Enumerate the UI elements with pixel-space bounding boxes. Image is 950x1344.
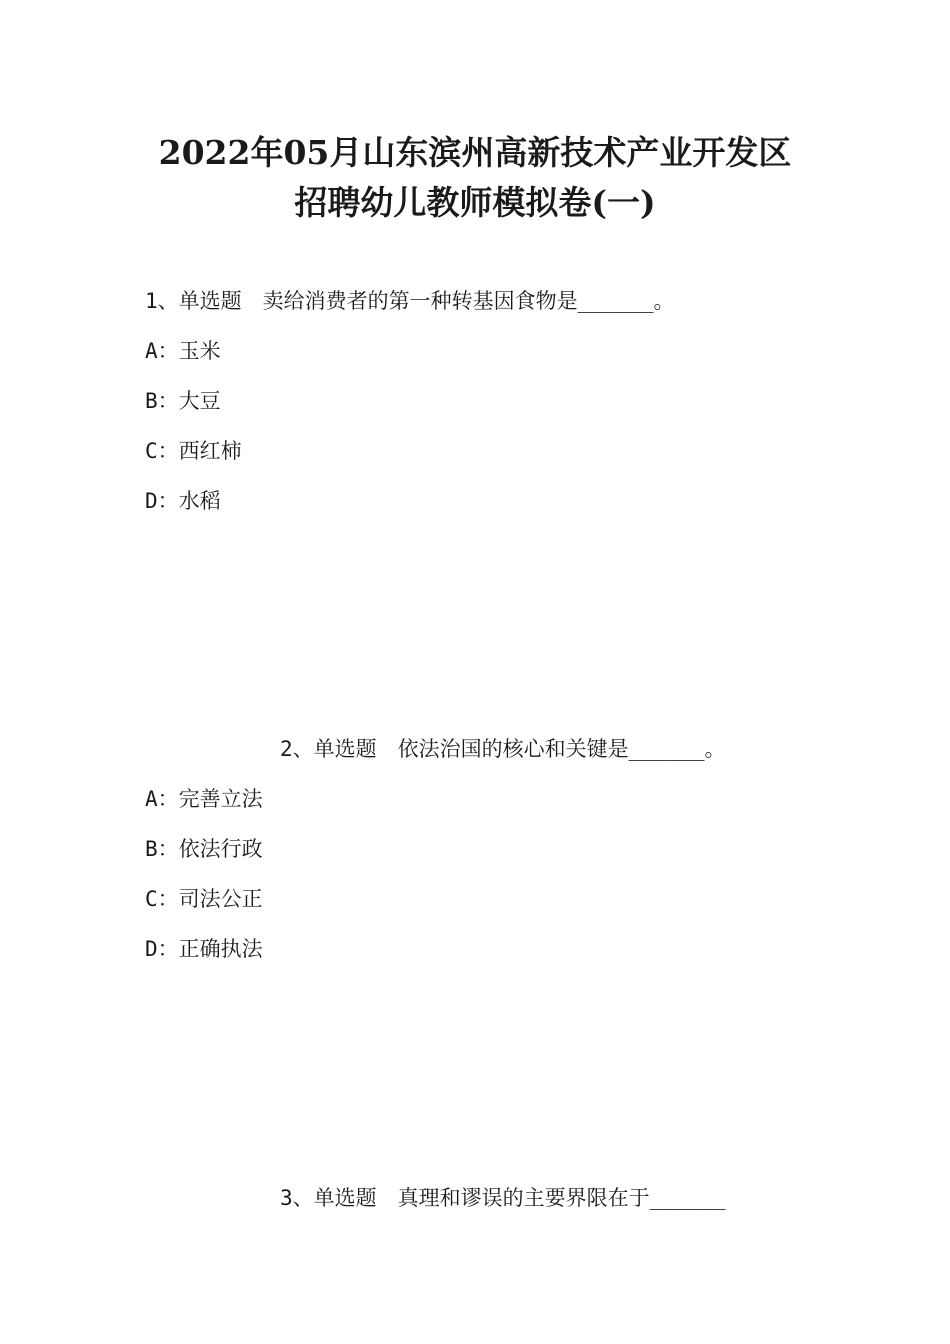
title-line-1: 2022年05月山东滨州高新技术产业开发区 xyxy=(158,133,792,172)
option-d: D：正确执法 xyxy=(145,937,263,961)
question-stem: 3、单选题 真理和谬误的主要界限在于______ xyxy=(280,1186,726,1210)
option-b: B：依法行政 xyxy=(145,837,263,861)
option-c: C：司法公正 xyxy=(145,887,263,911)
option-c: C：西红柿 xyxy=(145,439,242,463)
option-a: A：完善立法 xyxy=(145,787,263,811)
title-line-2: 招聘幼儿教师模拟卷(一) xyxy=(294,183,656,222)
question-stem: 1、单选题 卖给消费者的第一种转基因食物是______。 xyxy=(145,289,675,313)
option-b: B：大豆 xyxy=(145,389,221,413)
question-stem: 2、单选题 依法治国的核心和关键是______。 xyxy=(280,737,726,761)
option-a: A：玉米 xyxy=(145,339,221,363)
option-d: D：水稻 xyxy=(145,489,221,513)
